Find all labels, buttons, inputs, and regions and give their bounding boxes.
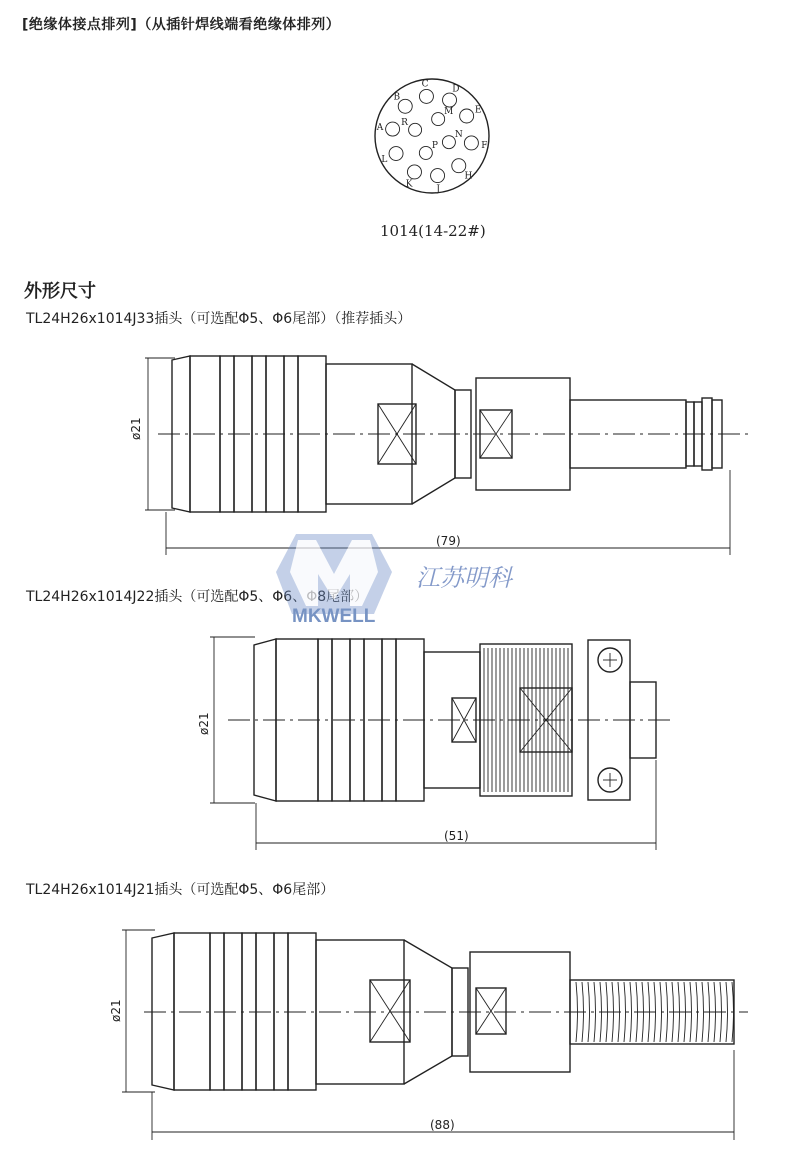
pin-label-a: A (376, 122, 384, 133)
spring-coil (630, 982, 632, 1042)
pin-label-n: N (454, 130, 463, 141)
mkwell-logo (276, 534, 392, 627)
logo-text: MKWELL (292, 606, 376, 627)
pin-label-b: B (393, 92, 401, 103)
drawing-3-length: (88) (430, 1118, 455, 1132)
inner-pins (401, 107, 463, 159)
spring-coil (624, 982, 626, 1042)
pin-d (443, 93, 457, 107)
pin-layout-diagram (375, 79, 489, 194)
spring-coil (702, 982, 704, 1042)
pin-c (419, 89, 433, 103)
pin-label-e: E (474, 105, 482, 116)
pin-n (442, 136, 455, 149)
pin-label-j: J (436, 184, 440, 195)
drawing-2-diameter: ø21 (197, 712, 211, 735)
pin-j (431, 169, 445, 183)
pin-k (407, 165, 421, 179)
pin-label-k: K (405, 179, 413, 190)
pin-a (386, 122, 400, 136)
pin-label-m: M (444, 107, 454, 118)
drawing-2 (197, 637, 672, 850)
pin-m (432, 113, 445, 126)
drawing-3-caption: TL24H26x1014J21插头（可选配Φ5、Φ6尾部） (26, 882, 335, 898)
drawing-3-diameter: ø21 (109, 999, 123, 1022)
pin-label-p: P (431, 140, 438, 151)
company-name: 江苏明科 (416, 564, 512, 592)
spring-coil (588, 982, 590, 1042)
pin-label-l: L (381, 155, 388, 166)
pin-p (419, 146, 432, 159)
drawing-2-length: (51) (444, 829, 469, 843)
pin-f (464, 136, 478, 150)
pin-b (398, 99, 412, 113)
spring-coil (594, 982, 596, 1042)
drawing-2-caption: TL24H26x1014J22插头（可选配Φ5、Φ6、Φ8尾部） (26, 589, 369, 605)
pin-label-h: H (464, 171, 473, 182)
spring-coil (726, 982, 728, 1042)
spring-coil (666, 982, 668, 1042)
dimensions-heading: 外形尺寸 (24, 281, 96, 302)
pin-e (460, 109, 474, 123)
drawing-1-length: (79) (436, 534, 461, 548)
drawing-3 (109, 930, 748, 1140)
drawing-1-caption: TL24H26x1014J33插头（可选配Φ5、Φ6尾部）（推荐插头） (26, 311, 412, 327)
pin-label-d: D (452, 84, 460, 95)
pin-label-f: F (481, 141, 488, 152)
pin-r (409, 123, 422, 136)
drawing-1-diameter: ø21 (129, 417, 143, 440)
drawing-1 (129, 356, 748, 555)
pin-layout-heading: [绝缘体接点排列]（从插针焊线端看绝缘体排列） (22, 17, 341, 33)
pin-l (389, 147, 403, 161)
pin-label-r: R (401, 117, 408, 128)
pin-label-c: C (421, 79, 429, 90)
pin-layout-caption: 1014(14-22#) (380, 222, 486, 240)
